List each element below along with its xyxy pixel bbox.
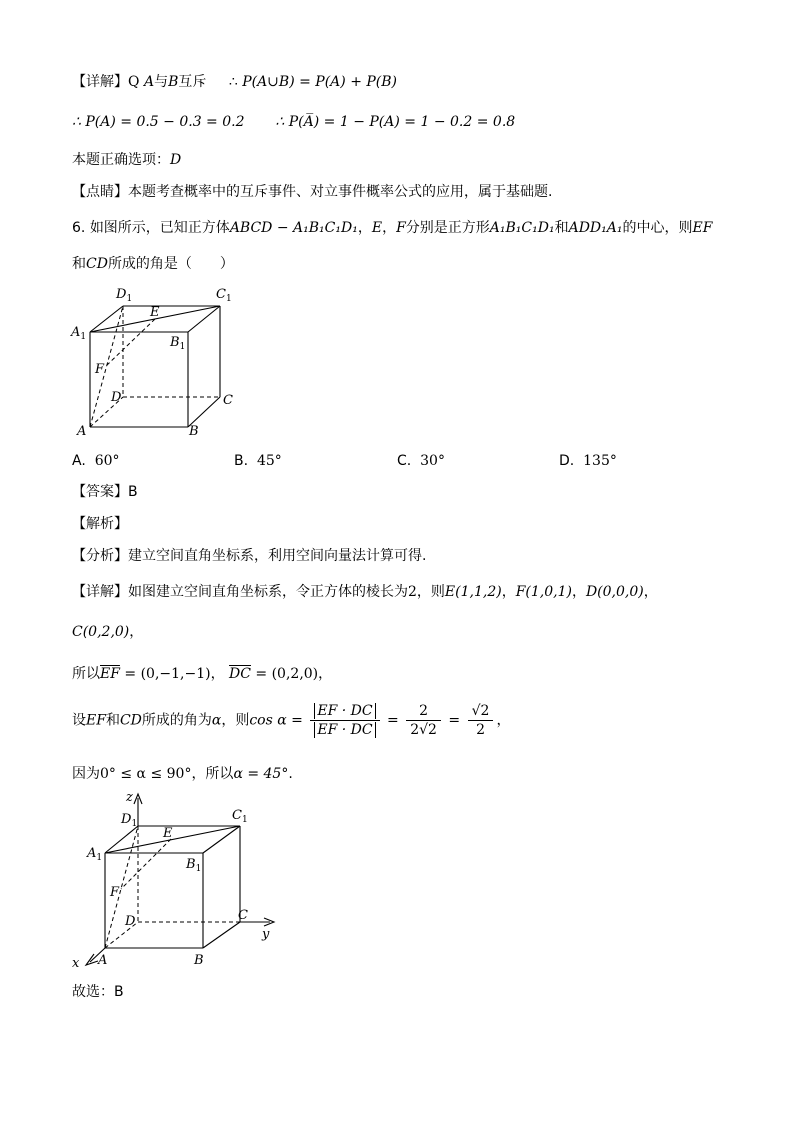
cos-end: ， <box>496 712 511 729</box>
vector-ef: $\overline{EF}$ <box>100 666 120 682</box>
cos-and: 和 <box>105 712 120 729</box>
cos-numerator: EF · DC <box>314 703 375 719</box>
tag-analysis: 【分析】 <box>72 548 128 564</box>
cos-then: ，则 <box>221 712 250 729</box>
option-a-label: A. <box>72 453 86 469</box>
solution-text-1: 如图建立空间直角坐标系，令正方体的棱长为 <box>128 584 408 600</box>
cos-alpha: cos α = <box>249 712 303 729</box>
q6-sep-1: ， <box>357 220 372 236</box>
var-a: A <box>143 74 155 90</box>
vector-ef-value: = (0,−1,−1) <box>119 666 211 682</box>
coord-d: D(0,0,0) <box>585 584 644 600</box>
q6-text-2: 分别是正方形 <box>405 220 490 236</box>
analysis-line <box>72 546 426 566</box>
tag-detail: 【详解】 <box>72 74 128 90</box>
option-b <box>234 453 282 469</box>
correct-option-line <box>72 150 181 170</box>
answer-line <box>72 482 138 502</box>
sep-4: ， <box>129 624 144 640</box>
edge-length: 2 <box>408 584 417 600</box>
cos-ef: EF <box>86 712 106 729</box>
question-6-line-1 <box>72 218 712 238</box>
eq-1: = <box>387 712 399 729</box>
label-c1: $C_1$ <box>216 287 232 304</box>
question-6-line-2 <box>72 254 234 274</box>
axis-y-label: y <box>262 927 270 942</box>
label-a1: $A_1$ <box>71 325 87 342</box>
vector-dc-value: = (0,2,0) <box>250 666 319 682</box>
cos-fraction <box>310 702 379 739</box>
axis-z-label: z <box>126 790 133 805</box>
label-b: B <box>189 424 199 439</box>
fraction-2-num: 2 <box>406 702 441 721</box>
comment-line <box>72 182 552 202</box>
label2-d1: $D_1$ <box>121 812 138 829</box>
label2-c: C <box>238 908 248 923</box>
label-d1: $D_1$ <box>116 287 133 304</box>
cos-denominator: EF · DC <box>314 722 375 738</box>
fraction-2-den: 2√2 <box>410 722 437 738</box>
option-a-value: 60° <box>94 453 120 469</box>
prob-complement-formula: ∴ P(A̅) = 1 − P(A) = 1 − 0.2 = 0.8 <box>275 114 516 130</box>
tag-solution: 【详解】 <box>72 584 128 600</box>
q6-and: 和 <box>72 256 86 272</box>
vec-sep: ， <box>210 666 225 682</box>
label2-b: B <box>194 953 204 968</box>
label-f: F <box>95 362 105 377</box>
segment-cd: CD <box>86 256 108 272</box>
sep-1: ， <box>501 584 516 600</box>
coord-e: E(1,1,2) <box>444 584 502 600</box>
final-value: B <box>114 984 124 1000</box>
analysis-text: 建立空间直角坐标系，利用空间向量法计算可得. <box>128 548 427 564</box>
q6-question-end: 所成的角是（ ） <box>107 256 234 272</box>
fraction-3 <box>468 702 494 739</box>
cube-name: ABCD − A₁B₁C₁D₁ <box>229 220 358 236</box>
tag-comment: 【点睛】 <box>72 184 128 200</box>
question-number: 6. <box>72 220 86 236</box>
solution-line-1 <box>72 582 658 602</box>
fraction-3-den: 2 <box>476 722 485 738</box>
text-yu: 与 <box>154 74 169 90</box>
vector-line <box>72 664 332 684</box>
option-d <box>559 453 617 469</box>
label2-e: E <box>163 826 173 841</box>
q6-text-3: 的中心，则 <box>622 220 693 236</box>
fraction-3-num: √2 <box>468 702 494 721</box>
cube-figure-1 <box>68 284 248 440</box>
final-label: 故选： <box>72 984 114 1000</box>
cos-mid: 所成的角为 <box>141 712 212 729</box>
coord-c: C(0,2,0) <box>72 624 130 640</box>
label-e: E <box>150 305 160 320</box>
label2-a1: $A_1$ <box>87 846 103 863</box>
option-a <box>72 453 120 469</box>
alpha-symbol: α <box>211 712 222 729</box>
point-f: F <box>396 220 406 236</box>
square-1: A₁B₁C₁D₁ <box>489 220 555 236</box>
vec-end: ， <box>318 666 333 682</box>
label-d: D <box>111 390 122 405</box>
vector-dc: $\overline{DC}$ <box>229 666 251 682</box>
square-2: ADD₁A₁ <box>568 220 623 236</box>
label2-b1: $B_1$ <box>186 857 202 874</box>
option-c <box>397 453 445 469</box>
label2-c1: $C_1$ <box>232 808 248 825</box>
angle-range: 0° ≤ α ≤ 90° <box>100 766 192 782</box>
because-pre: 因为 <box>72 766 100 782</box>
prob-a-formula: ∴ P(A) = 0.5 − 0.3 = 0.2 <box>72 114 245 130</box>
eq-2: = <box>448 712 461 729</box>
union-formula: P(A∪B) = P(A) + P(B) <box>242 74 398 90</box>
cube-figure-2-axes <box>70 786 290 976</box>
label2-d: D <box>125 914 136 929</box>
option-c-value: 30° <box>420 453 445 469</box>
point-e: E <box>371 220 383 236</box>
segment-ef: EF <box>692 220 713 236</box>
comment-text: 本题考查概率中的互斥事件、对立事件概率公式的应用，属于基础题. <box>128 184 553 200</box>
sep-3: ， <box>643 584 658 600</box>
option-d-value: 135° <box>583 453 617 469</box>
cos-pre: 设 <box>72 712 86 729</box>
because-end: . <box>288 766 293 782</box>
var-b: B <box>168 74 179 90</box>
label-c: C <box>223 393 233 408</box>
cos-line <box>72 702 510 739</box>
correct-option-value: D <box>170 152 182 168</box>
answer-value: B <box>128 484 138 500</box>
angle-result: α = 45° <box>233 766 289 782</box>
final-answer-line <box>72 982 124 1002</box>
coord-f: F(1,0,1) <box>515 584 572 600</box>
text-huchi: 互斥 <box>178 74 207 90</box>
therefore-symbol: ∴ <box>228 74 238 90</box>
label2-a: A <box>98 953 108 968</box>
option-b-label: B. <box>234 453 249 469</box>
label2-f: F <box>110 885 120 900</box>
q6-text-and: 和 <box>554 220 569 236</box>
detail-line-2 <box>72 112 515 132</box>
option-b-value: 45° <box>256 453 282 469</box>
axis-x-label: x <box>72 956 80 971</box>
vec-pre: 所以 <box>72 666 100 682</box>
option-d-label: D. <box>559 453 575 469</box>
label-b1: $B_1$ <box>170 335 186 352</box>
placeholder-glyph: Q <box>128 74 140 90</box>
q6-text-1: 如图所示，已知正方体 <box>89 220 230 236</box>
detail-line-1 <box>72 72 397 92</box>
because-mid: ，所以 <box>191 766 234 782</box>
sep-2: ， <box>571 584 586 600</box>
analysis-heading: 【解析】 <box>72 516 128 532</box>
solution-text-2: ，则 <box>416 584 445 600</box>
tag-answer: 【答案】 <box>72 484 128 500</box>
option-c-label: C. <box>397 453 412 469</box>
conclusion-line <box>72 764 293 784</box>
cos-cd: CD <box>119 712 142 729</box>
correct-option-label: 本题正确选项： <box>72 152 170 168</box>
fraction-2 <box>406 702 441 739</box>
q6-sep-2: ， <box>382 220 397 236</box>
solution-line-2 <box>72 622 143 642</box>
label-a: A <box>77 424 87 439</box>
